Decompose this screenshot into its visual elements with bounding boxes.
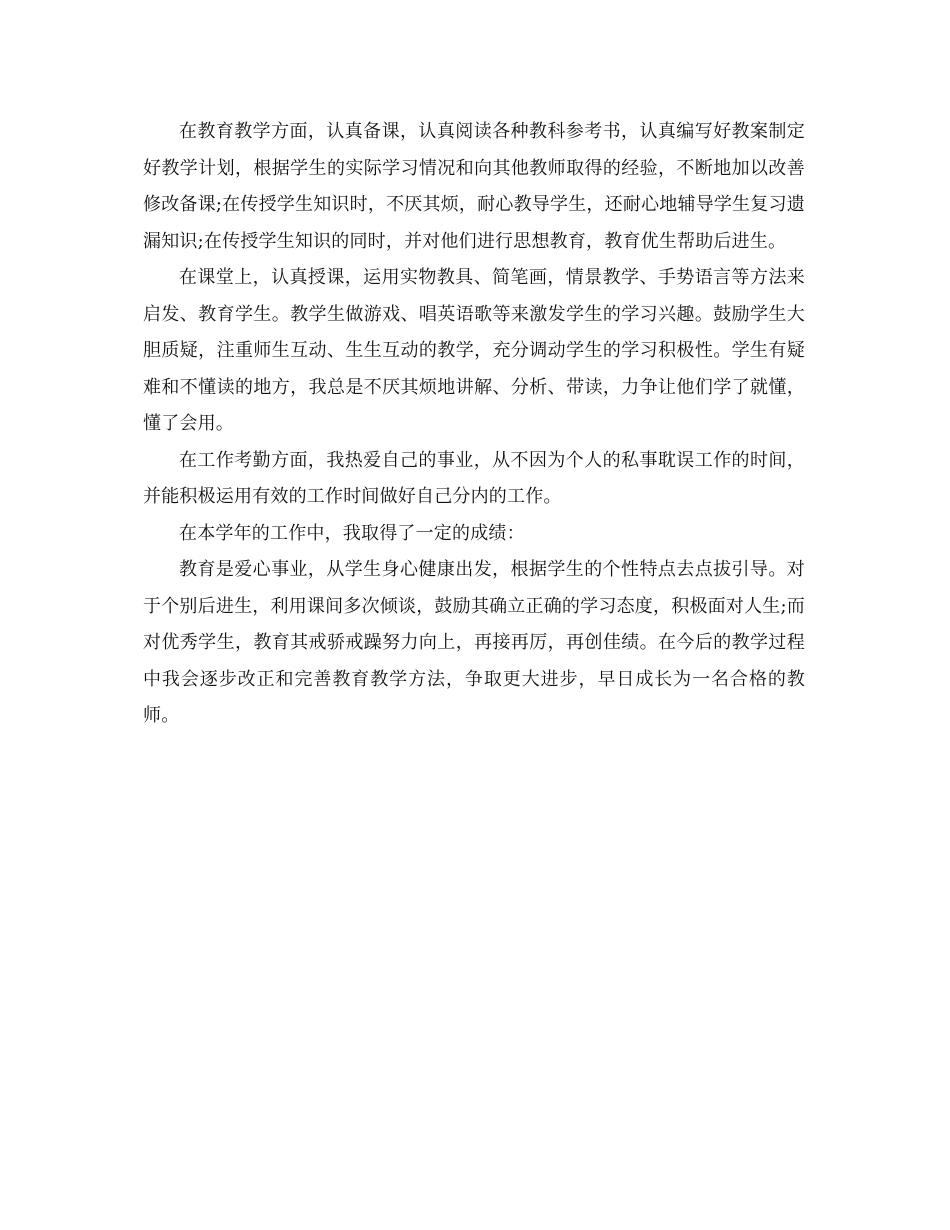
document-body (143, 114, 805, 735)
paragraph-achievements-intro: 在本学年的工作中，我取得了一定的成绩： (179, 522, 525, 544)
paragraph-classroom: 在课堂上，认真授课，运用实物教具、简笔画，情景教学、手势语言等方法来启发、教育学生。教学生做游戏、唱英语歌等来激发学生的学习兴趣。鼓励学生大胆质疑，注重师生互动、生生互动的教学，充分调动学生的学习积极性。学生有疑难和不懂读的地方，我总是不厌其烦地讲解、分析、带读，力争让他们学了就懂，懂了会用。 (143, 267, 805, 434)
paragraph-conclusion: 教育是爱心事业，从学生身心健康出发，根据学生的个性特点去点拔引导。对于个别后进生，利用课间多次倾谈，鼓励其确立正确的学习态度，积极面对人生;而对优秀学生，教育其戒骄戒躁努力向上，再接再厉，再创佳绩。在今后的教学过程中我会逐步改正和完善教育教学方法，争取更大进步，早日成长为一名合格的教师。 (143, 559, 805, 726)
paragraph-teaching-preparation: 在教育教学方面，认真备课，认真阅读各种教科参考书，认真编写好教案制定好教学计划，根据学生的实际学习情况和向其他教师取得的经验，不断地加以改善修改备课;在传授学生知识时，不厌其烦，耐心教导学生，还耐心地辅导学生复习遗漏知识;在传授学生知识的同时，并对他们进行思想教育，教育优生帮助后进生。 (143, 121, 805, 252)
paragraph-attendance: 在工作考勤方面，我热爱自己的事业，从不因为个人的私事耽误工作的时间，并能积极运用有效的工作时间做好自己分内的工作。 (143, 449, 805, 507)
